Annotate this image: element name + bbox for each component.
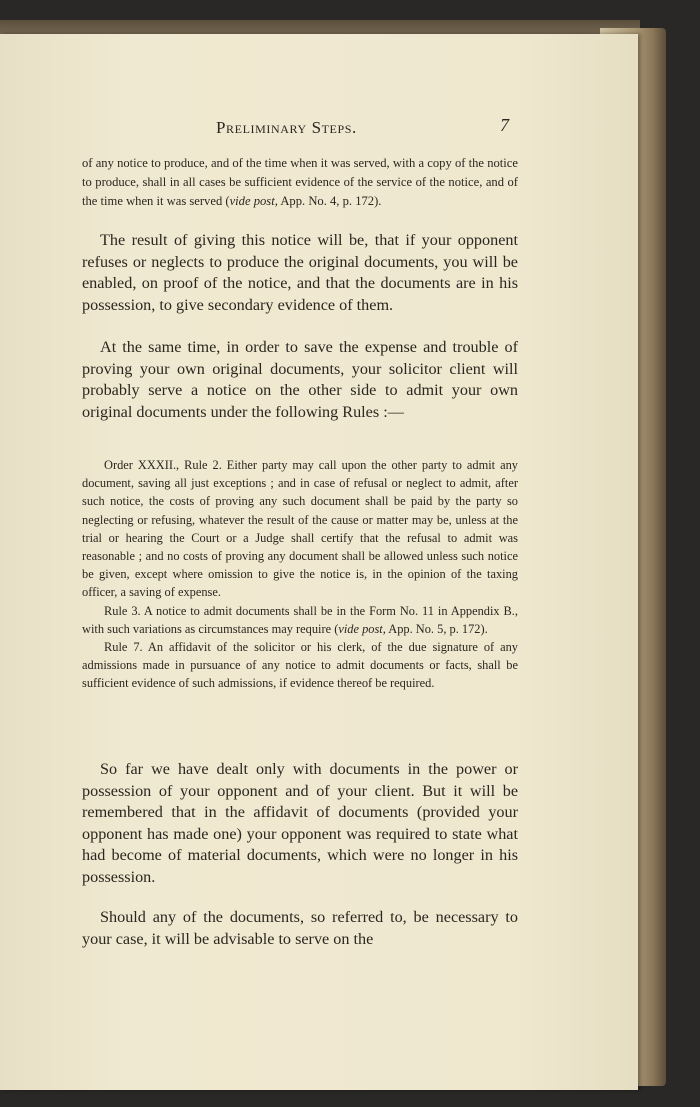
paragraph-opponent-documents — [82, 759, 518, 888]
rule-order-xxxii-2: Order XXXII., Rule 2. Either party may call upon the other party to admit any document, saving all just exceptions ; and in case of refusal or neglect to admit, after such notice, the costs of proving any such document shall be paid by the party so neglecting or refusing, whatever the result of the cause or matter may be, unless at the trial or hearing the Court or a Judge shall certify that the refusal to admit was reasonable ; and no costs of proving any document shall be allowed unless such notice be given, except where omission to give the notice is, in the opinion of the taxing officer, a saving of expense. — [82, 458, 518, 600]
vide-post-italic: vide post, — [229, 194, 278, 208]
rule-7: Rule 7. An affidavit of the solicitor or his clerk, of the due signature of any admissions made in pursuance of any notice to admit documents or facts, shall be sufficient evidence of such admissions, if evidence thereof be required. — [82, 640, 518, 691]
paragraph-continuation: of any notice to produce, and of the time when it was served, with a copy of the notice to produce, shall in all cases be sufficient evidence of the service of the notice, and of the time when it was served (vide post, App. No. 4, p. 172). — [82, 156, 518, 208]
paragraph-notice-result — [82, 230, 518, 316]
vide-post-italic: vide post, — [338, 621, 386, 636]
paragraph-text: At the same time, in order to save the expense and trouble of proving your own original documents, your solicitor client will probably serve a notice on the other side to admit your own original documents under the following Rules :— — [82, 338, 518, 421]
rule-3 — [82, 602, 518, 638]
paragraph-referred-documents — [82, 907, 518, 950]
running-head: Preliminary Steps. — [216, 118, 357, 137]
appendix-reference: App. No. 5, p. 172). — [385, 621, 488, 636]
paragraph-text: Should any of the documents, so referred to, be necessary to your case, it will be advisable to serve on the — [82, 908, 518, 948]
paragraph-text: So far we have dealt only with documents in the power or possession of your opponent and of your client. But it will be remembered that in the affidavit of documents (provided your opponent has made one) your opponent was required to state what had become of material documents, which were no longer in his possession. — [82, 760, 518, 886]
page-number: 7 — [500, 115, 509, 135]
rule-3-text: Rule 3. A notice to admit documents shall be in the Form No. 11 in Appendix B., with such variations as circumstances may require ( — [82, 603, 518, 636]
appendix-reference: App. No. 4, p. 172). — [277, 194, 382, 208]
paragraph-admit-documents — [82, 337, 518, 423]
continuation-text: of any notice to produce, and of the time when it was served, with a copy of the notice to produce, shall in all cases be sufficient evidence of the service of the notice, and of the time when it was served — [82, 156, 518, 208]
rules-excerpt — [82, 456, 518, 693]
book-page — [0, 34, 638, 1090]
paragraph-text: The result of giving this notice will be, that if your opponent refuses or neglects to produce the original documents, you will be enabled, on proof of the notice, and that the documents are in his possession, to give secondary evidence of them. — [82, 231, 518, 314]
page-header — [0, 115, 638, 142]
